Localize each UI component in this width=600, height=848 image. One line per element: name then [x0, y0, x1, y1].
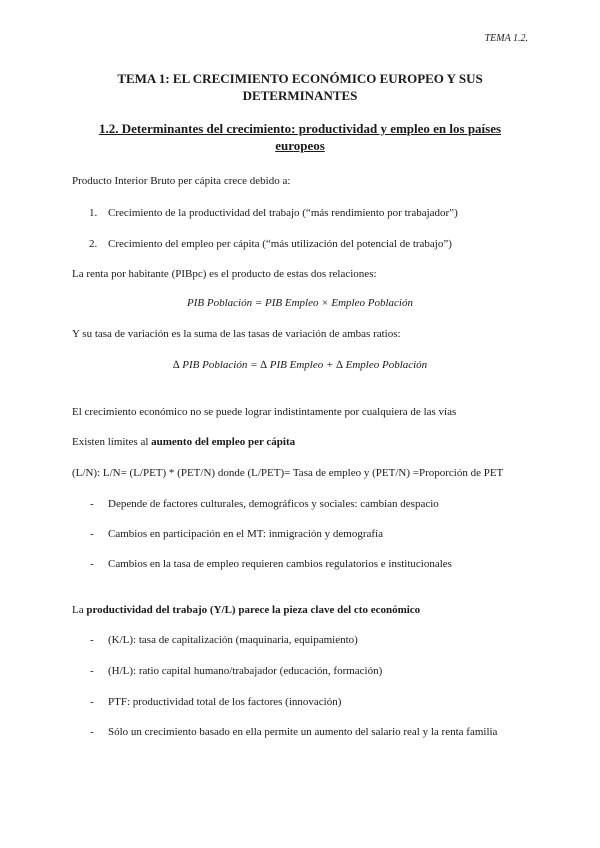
title-line-2: DETERMINANTES: [242, 88, 358, 103]
ln-formula-paragraph: (L/N): L/N= (L/PET) * (PET/N) donde (L/PET)= Tasa de empleo y (PET/N) =Proporción de PET: [72, 467, 504, 479]
tasa-paragraph: Y su tasa de variación es la suma de las tasas de variación de ambas ratios:: [72, 328, 401, 340]
productividad-text: La: [72, 604, 87, 616]
empleo-item-2: Cambios en participación en el MT: inmigración y demografía: [108, 528, 383, 540]
subtitle-line-1: 1.2. Determinantes del crecimiento: productividad y empleo en los países: [98, 121, 502, 136]
bullet-dash: -: [90, 696, 94, 708]
page-header-label: TEMA 1.2.: [484, 33, 528, 44]
renta-paragraph: La renta por habitante (PIBpc) es el producto de estas dos relaciones:: [72, 268, 377, 280]
bullet-dash: -: [90, 665, 94, 677]
title-line-1: TEMA 1: EL CRECIMIENTO ECONÓMICO EUROPEO Y SUS: [117, 71, 483, 86]
bullet-dash: -: [90, 558, 94, 570]
bullet-dash: -: [90, 498, 94, 510]
prod-item-4: Sólo un crecimiento basado en ella permite un aumento del salario real y la renta familia: [108, 726, 498, 738]
bullet-dash: -: [90, 634, 94, 646]
prod-item-3: PTF: productividad total de los factores (innovación): [108, 696, 342, 708]
crecimiento-paragraph: El crecimiento económico no se puede lograr indistintamente por cualquiera de las vías: [72, 406, 457, 418]
limites-paragraph: [72, 436, 295, 448]
prod-item-2: (H/L): ratio capital humano/trabajador (educación, formación): [108, 665, 383, 677]
document-title: [90, 70, 510, 104]
empleo-item-1: Depende de factores culturales, demográficos y sociales: cambian despacio: [108, 498, 439, 510]
productividad-bold: productividad del trabajo (Y/L) parece la pieza clave del cto económico: [86, 604, 421, 616]
limites-text: Existen límites al: [72, 436, 152, 448]
formula-pib-poblacion: PIB Población = PIB Empleo × Empleo Población: [187, 297, 413, 309]
limites-bold: aumento del empleo per cápita: [151, 436, 296, 448]
formula-variacion: ∆ PIB Población = ∆ PIB Empleo + ∆ Empleo Población: [172, 359, 428, 371]
list-item-2: Crecimiento del empleo per cápita (“más utilización del potencial de trabajo”): [108, 238, 452, 250]
productividad-paragraph: [72, 604, 420, 616]
bullet-dash: -: [90, 528, 94, 540]
list-number-2: 2.: [89, 238, 98, 250]
list-number-1: 1.: [89, 207, 98, 219]
section-subtitle: [80, 120, 520, 154]
subtitle-line-2: europeos: [275, 138, 325, 153]
intro-paragraph: Producto Interior Bruto per cápita crece debido a:: [72, 175, 291, 187]
empleo-item-3: Cambios en la tasa de empleo requieren cambios regulatorios e institucionales: [108, 558, 452, 570]
list-item-1: Crecimiento de la productividad del trabajo (“más rendimiento por trabajador”): [108, 207, 458, 219]
prod-item-1: (K/L): tasa de capitalización (maquinaria, equipamiento): [108, 634, 358, 646]
bullet-dash: -: [90, 726, 94, 738]
